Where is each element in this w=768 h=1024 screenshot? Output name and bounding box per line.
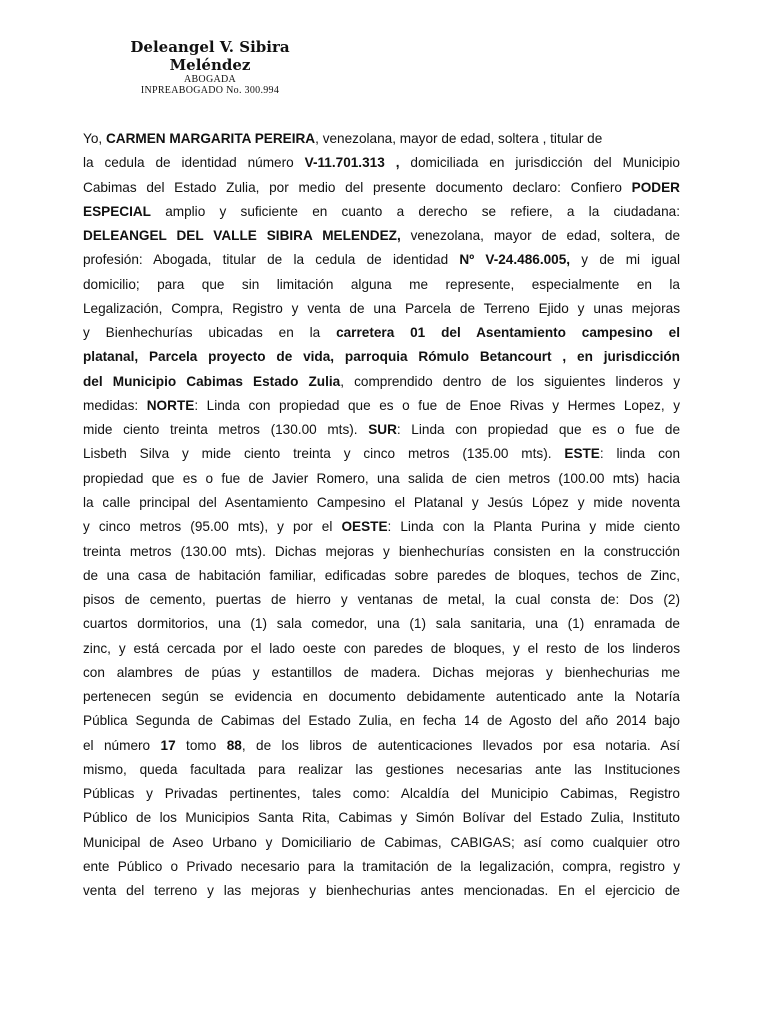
text-span: , venezolana, mayor de edad, soltera , titular de [315, 131, 603, 146]
text-span: : Linda con propiedad que es o fue de [396, 422, 681, 438]
text-span: Cabimas del Estado Zulia, por medio del presente documento declaro: Confiero [83, 179, 632, 195]
text-span: con alambres de púas y estantillos de madera. Dichas mejoras y bienhechurias me [83, 664, 680, 680]
text-span: tomo [175, 737, 227, 753]
body-line [83, 224, 680, 248]
body-line [83, 879, 680, 903]
bold-text: DELEANGEL DEL VALLE SIBIRA MELENDEZ, [83, 228, 401, 244]
text-span: venezolana, mayor de edad, soltera, de [400, 228, 681, 244]
text-span: profesión: Abogada, titular de la cedula de identidad [83, 252, 460, 268]
text-span: treinta metros (130.00 mts). Dichas mejoras y bienhechurías consisten en la construcción [83, 543, 680, 559]
bold-text: platanal, Parcela proyecto de vida, parroquia Rómulo Betancourt , en jurisdicción [83, 349, 680, 365]
bold-text: 88 [226, 737, 242, 753]
body-line [83, 564, 680, 588]
bold-text: Nº V-24.486.005, [459, 252, 571, 268]
body-line [83, 782, 680, 806]
text-span: mismo, queda facultada para realizar las gestiones necesarias ante las Instituciones [83, 761, 680, 777]
text-span: Públicas y Privadas pertinentes, tales como: Alcaldía del Municipio Cabimas, Registro [83, 786, 680, 802]
bold-text: ESPECIAL [83, 203, 151, 219]
bold-text: OESTE [341, 519, 388, 535]
body-line [83, 855, 680, 879]
body-line [83, 685, 680, 709]
text-span: domicilio; para que sin limitación alguna me represente, especialmente en la [83, 276, 680, 292]
bold-text: SUR [368, 422, 397, 438]
body-line [83, 709, 680, 733]
body-line [83, 273, 680, 297]
text-span: venta del terreno y las mejoras y bienhechurias antes mencionadas. En el ejercicio de [83, 883, 680, 899]
bold-text: carretera 01 del Asentamiento campesino el [336, 325, 680, 341]
lawyer-name-line2: Meléndez [169, 56, 251, 74]
body-line [83, 734, 680, 758]
bold-text: ESTE [564, 446, 600, 462]
text-span: Público de los Municipios Santa Rita, Cabimas y Simón Bolívar del Estado Zulia, Instituto [83, 810, 680, 826]
bold-text: NORTE [146, 397, 195, 413]
lawyer-name-line1: Deleangel V. Sibira [130, 38, 290, 56]
text-span: cuartos dormitorios, una (1) sala comedor, una (1) sala sanitaria, una (1) enramada de [83, 616, 680, 632]
body-line [83, 515, 680, 539]
text-span: Lisbeth Silva y mide ciento treinta y cinco metros (135.00 mts). [83, 446, 565, 462]
body-line [83, 370, 680, 394]
text-span: y Bienhechurías ubicadas en la [83, 325, 337, 341]
text-span: medidas: [83, 397, 147, 413]
text-span: domiciliada en jurisdicción del Municipio [399, 155, 680, 171]
body-line [83, 637, 680, 661]
text-span: pertenecen según se evidencia en documento debidamente autenticado ante la Notaría [83, 689, 680, 705]
text-span: , comprendido dentro de los siguientes linderos y [340, 373, 680, 389]
text-span: : Linda con propiedad que es o fue de Enoe Rivas y Hermes Lopez, y [194, 397, 680, 413]
text-span: propiedad que es o fue de Javier Romero, una salida de cien metros (100.00 mts) hacia [83, 470, 680, 486]
text-span: de una casa de habitación familiar, edificadas sobre paredes de bloques, techos de Zinc, [83, 567, 680, 583]
text-span: Municipal de Aseo Urbano y Domiciliario de Cabimas, CABIGAS; así como cualquier otro [83, 834, 680, 850]
lawyer-title: ABOGADA [183, 74, 237, 85]
body-line [83, 588, 680, 612]
text-span: ente Público o Privado necesario para la tramitación de la legalización, compra, registro y [83, 858, 680, 874]
body-line [83, 297, 680, 321]
text-span: zinc, y está cercada por el lado oeste con paredes de bloques, y el resto de los linderos [83, 640, 680, 656]
body-line [83, 758, 680, 782]
text-span: Pública Segunda de Cabimas del Estado Zulia, en fecha 14 de Agosto del año 2014 bajo [83, 713, 680, 729]
body-line [83, 321, 680, 345]
bold-text: del Municipio Cabimas Estado Zulia [83, 373, 341, 389]
text-span: y de mi igual [570, 252, 681, 268]
body-line [83, 442, 680, 466]
text-span: : Linda con la Planta Purina y mide ciento [387, 519, 681, 535]
body-line [83, 831, 680, 855]
text-span: Legalización, Compra, Registro y venta de una Parcela de Terreno Ejido y unas mejoras [83, 300, 680, 316]
letterhead [110, 38, 310, 96]
bold-text: CARMEN MARGARITA PEREIRA [105, 131, 316, 146]
body-line [83, 806, 680, 830]
body-line [83, 540, 680, 564]
body-line [83, 127, 680, 151]
body-line [83, 418, 680, 442]
text-span: la calle principal del Asentamiento Campesino el Platanal y Jesús López y mide noventa [83, 494, 680, 510]
text-span: Yo, [83, 131, 106, 146]
text-span: el número [83, 737, 161, 753]
text-span: pisos de cemento, puertas de hierro y ventanas de metal, la cual consta de: Dos (2) [83, 592, 680, 608]
body-line [83, 612, 680, 636]
body-line [83, 200, 680, 224]
text-span: amplio y suficiente en cuanto a derecho se refiere, a la ciudadana: [150, 203, 680, 219]
body-line [83, 661, 680, 685]
text-span: mide ciento treinta metros (130.00 mts). [83, 422, 369, 438]
body-line [83, 394, 680, 418]
body-line [83, 151, 680, 175]
body-line [83, 467, 680, 491]
body-line [83, 491, 680, 515]
text-span: la cedula de identidad número [83, 155, 305, 171]
body-line [83, 345, 680, 369]
text-span: y cinco metros (95.00 mts), y por el [83, 519, 342, 535]
body-line [83, 248, 680, 272]
body-line [83, 176, 680, 200]
bold-text: 17 [160, 737, 176, 753]
text-span: , de los libros de autenticaciones llevados por esa notaria. Así [241, 737, 680, 753]
bold-text: PODER [631, 179, 680, 195]
bold-text: V-11.701.313 , [304, 155, 400, 171]
text-span: : linda con [599, 446, 681, 462]
document-body [83, 127, 680, 904]
inpreabogado-number: INPREABOGADO No. 300.994 [140, 85, 280, 96]
